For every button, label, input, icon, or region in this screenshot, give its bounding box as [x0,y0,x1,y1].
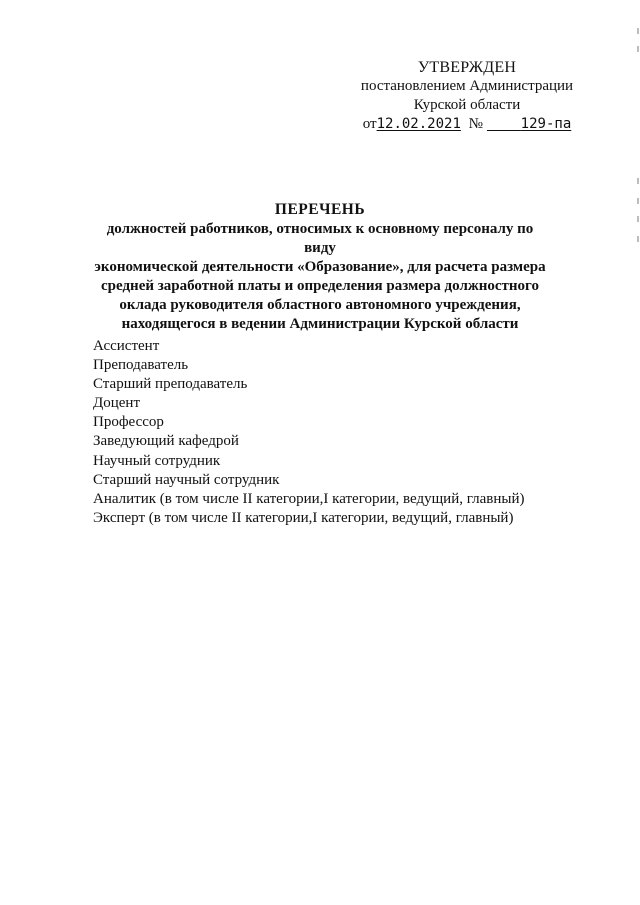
positions-list [93,337,524,528]
position-item: Научный сотрудник [93,452,221,469]
position-item: Доцент [93,395,140,412]
approval-number [487,116,571,132]
subtitle-line-2: экономической деятельности «Образование», для расчета размера [94,259,546,275]
title-block [90,200,550,334]
approval-stamp [354,58,580,134]
approval-date: 12.02.2021 [376,116,461,132]
position-item: Старший научный сотрудник [93,471,280,488]
number-sign: № [468,116,483,132]
document-title: ПЕРЕЧЕНЬ [274,201,366,218]
approval-date-line [354,115,580,134]
subtitle-line-5: находящегося в ведении Администрации Курской области [121,316,519,332]
position-item: Заведующий кафедрой [93,433,239,450]
position-item: Ассистент [93,338,160,354]
scan-edge-marks [636,0,639,905]
approval-line-1: постановлением Администрации [360,78,574,94]
position-item: Эксперт (в том числе II категории,I категории, ведущий, главный) [93,509,514,526]
subtitle-line-3: средней заработной платы и определения размера должностного [101,278,539,294]
position-item: Преподаватель [93,357,189,374]
approval-line-2: Курской области [413,97,521,113]
approval-number-value: 129-па [520,116,572,132]
approval-heading: УТВЕРЖДЕН [417,59,517,76]
position-item: Старший преподаватель [93,376,248,393]
date-prefix: от [362,116,377,132]
position-item: Аналитик (в том числе II категории,I категории, ведущий, главный) [93,490,525,507]
subtitle-line-4: оклада руководителя областного автономного учреждения, [119,297,521,313]
subtitle-line-1: должностей работников, относимых к основному персоналу по виду [106,221,534,256]
position-item: Профессор [93,414,164,431]
